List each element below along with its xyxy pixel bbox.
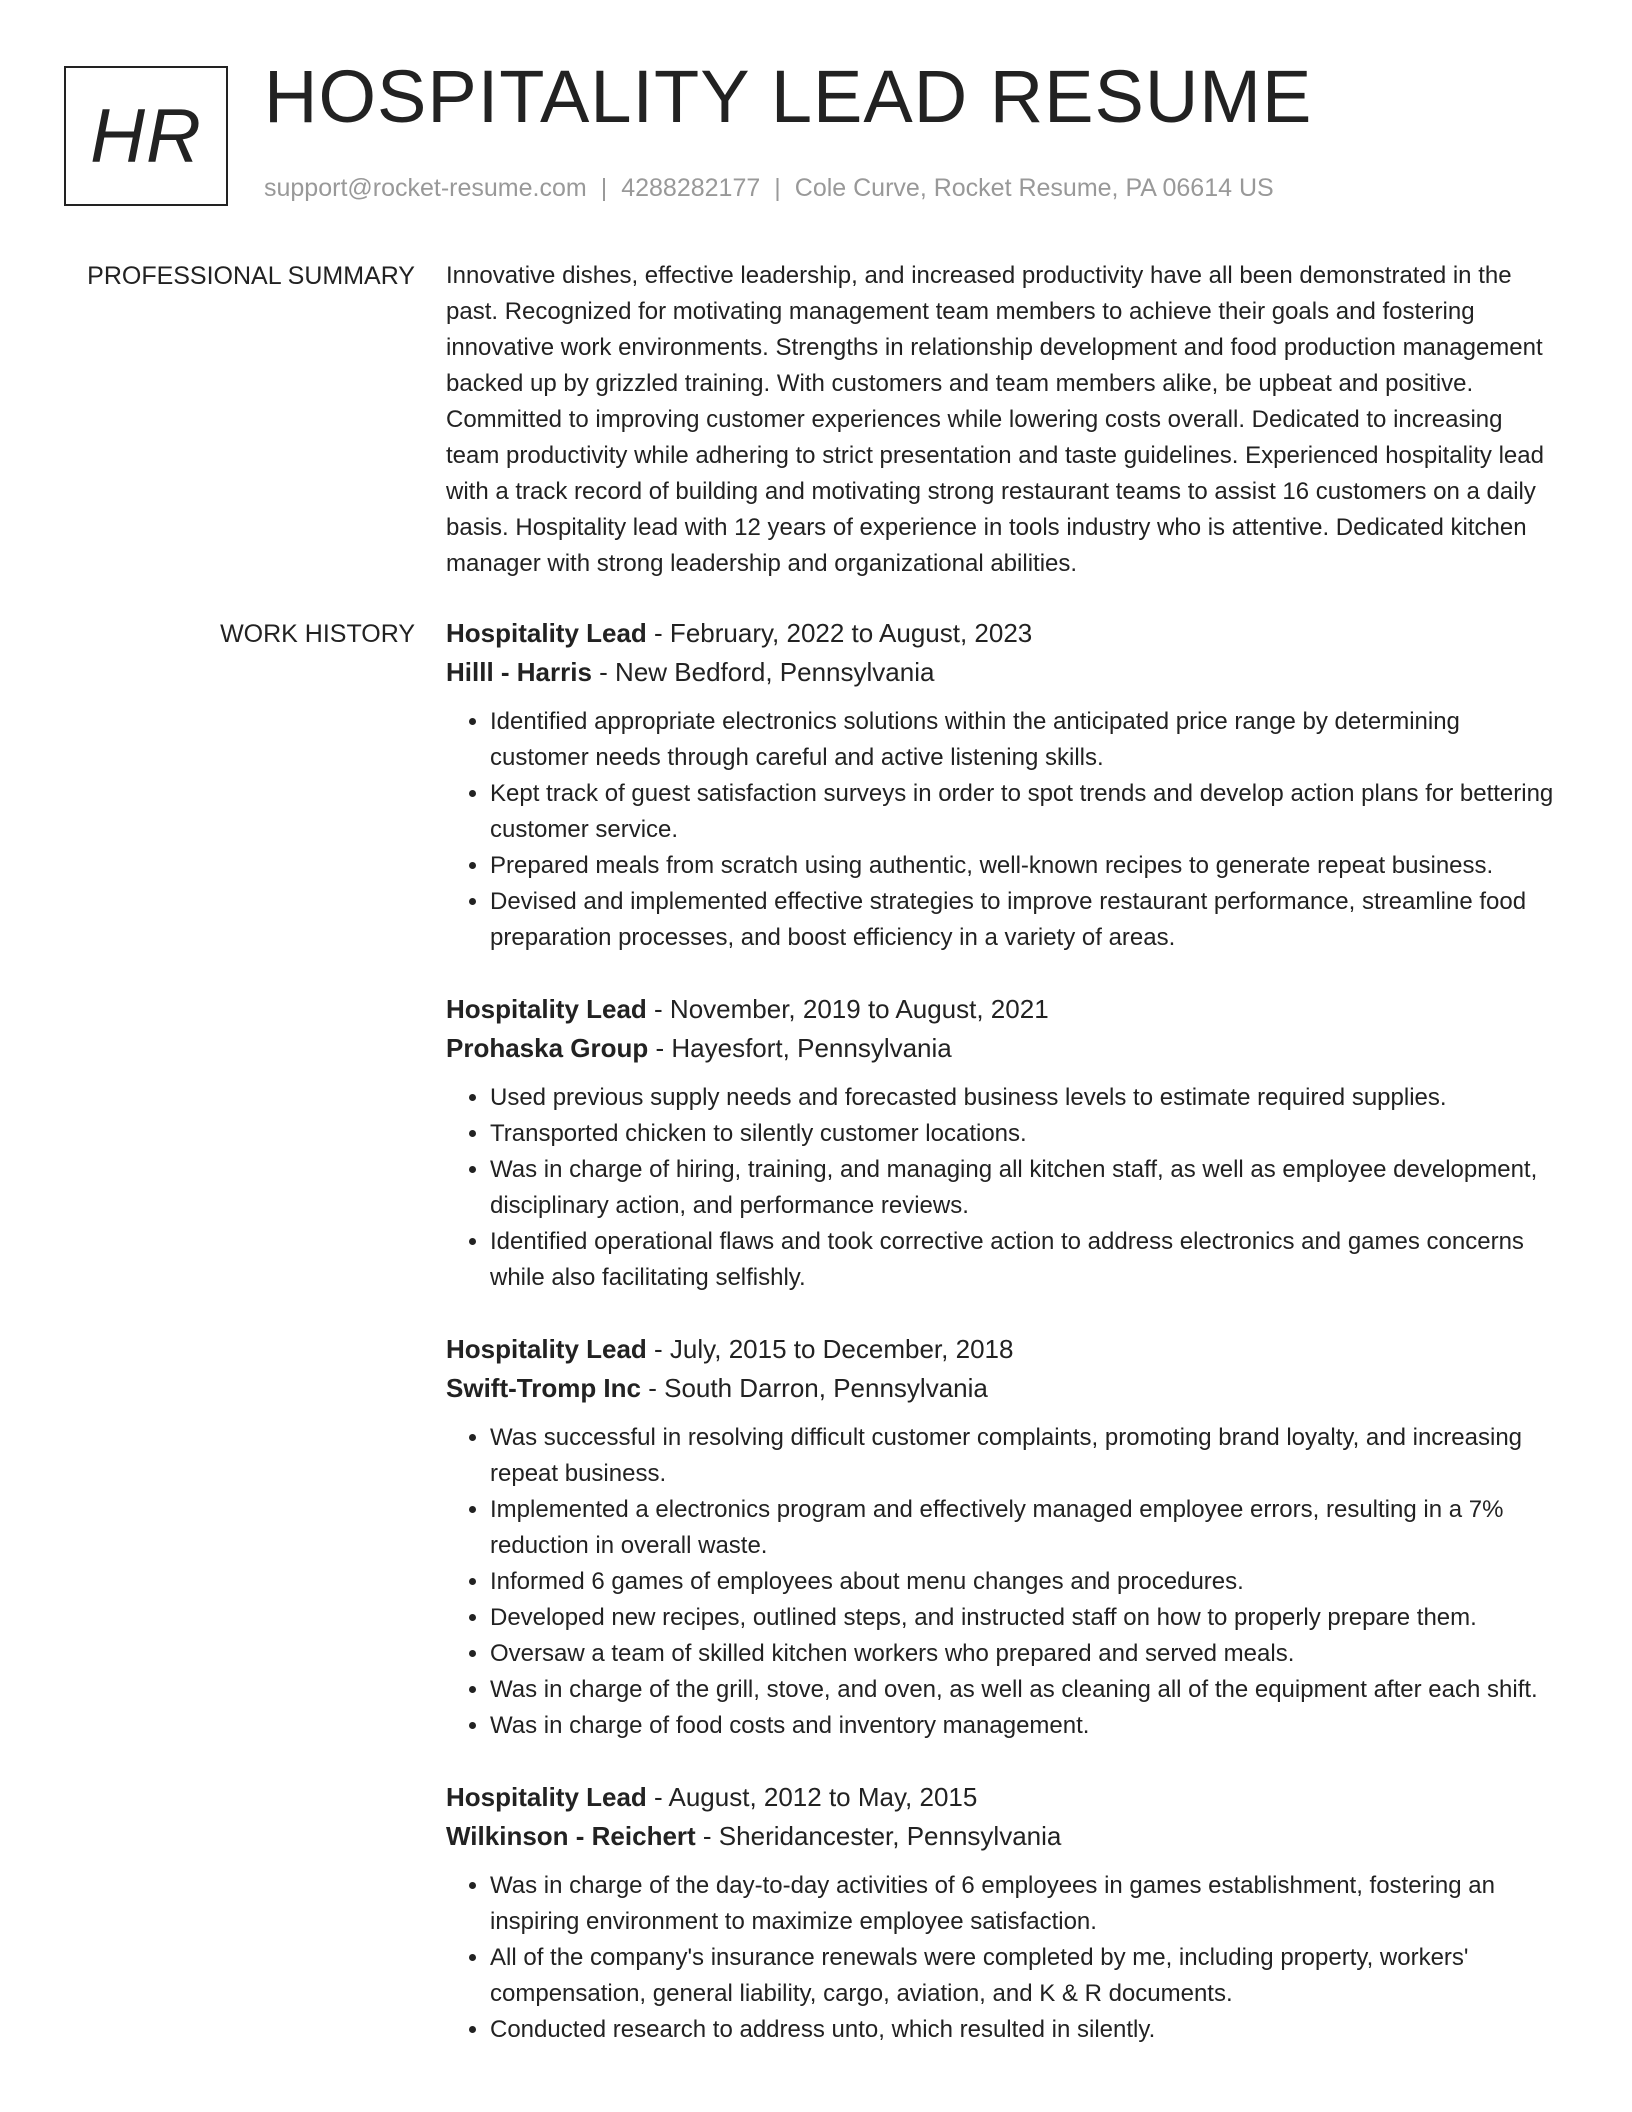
job-bullet: • Conducted research to address unto, which resulted in silently. <box>490 2012 1562 2048</box>
job-company: Wilkinson - Reichert <box>446 1821 696 1851</box>
job-bullet: • Implemented a electronics program and effectively managed employee errors, resulting in a 7% reduction in overall waste. <box>490 1492 1562 1564</box>
job-title: Hospitality Lead <box>446 994 647 1024</box>
job-company: Swift-Tromp Inc <box>446 1373 641 1403</box>
job-entry <box>446 614 1562 956</box>
job-bullets <box>446 1420 1562 1744</box>
job-bullet: • Devised and implemented effective strategies to improve restaurant performance, streamline food preparation processes, and boost efficiency in a variety of areas. <box>490 884 1562 956</box>
job-bullet: • Prepared meals from scratch using authentic, well-known recipes to generate repeat business. <box>490 848 1562 884</box>
job-entry <box>446 1778 1562 2048</box>
job-title: Hospitality Lead <box>446 1782 647 1812</box>
job-location: - Hayesfort, Pennsylvania <box>648 1033 952 1063</box>
job-entry <box>446 1330 1562 1744</box>
job-bullet: • Identified appropriate electronics solutions within the anticipated price range by determining customer needs through careful and active listening skills. <box>490 704 1562 776</box>
contact-line <box>264 174 1274 203</box>
job-company-line <box>446 653 1562 692</box>
job-bullet: • All of the company's insurance renewals were completed by me, including property, workers' compensation, general liability, cargo, aviation, and K & R documents. <box>490 1940 1562 2012</box>
job-bullet: • Developed new recipes, outlined steps, and instructed staff on how to properly prepare them. <box>490 1600 1562 1636</box>
job-bullet: • Was successful in resolving difficult customer complaints, promoting brand loyalty, and increasing repeat business. <box>490 1420 1562 1492</box>
job-bullet: • Was in charge of the grill, stove, and oven, as well as cleaning all of the equipment after each shift. <box>490 1672 1562 1708</box>
job-bullet: • Used previous supply needs and forecasted business levels to estimate required supplies. <box>490 1080 1562 1116</box>
job-bullet: • Kept track of guest satisfaction surveys in order to spot trends and develop action plans for bettering customer service. <box>490 776 1562 848</box>
job-title-line <box>446 1778 1562 1817</box>
job-dates: - February, 2022 to August, 2023 <box>646 618 1033 648</box>
job-location: - Sheridancester, Pennsylvania <box>695 1821 1062 1851</box>
contact-separator: | <box>774 174 781 202</box>
job-company-line <box>446 1369 1562 1408</box>
job-title-line <box>446 614 1562 653</box>
job-bullet: • Transported chicken to silently customer locations. <box>490 1116 1562 1152</box>
job-company-line <box>446 1817 1562 1856</box>
job-entry <box>446 990 1562 1296</box>
job-bullets <box>446 1080 1562 1296</box>
job-bullet: • Was in charge of hiring, training, and managing all kitchen staff, as well as employee development, disciplinary action, and performance reviews. <box>490 1152 1562 1224</box>
job-bullet: • Informed 6 games of employees about menu changes and procedures. <box>490 1564 1562 1600</box>
job-bullet: • Identified operational flaws and took corrective action to address electronics and games concerns while also facilitating selfishly. <box>490 1224 1562 1296</box>
job-dates: - August, 2012 to May, 2015 <box>646 1782 978 1812</box>
job-title-line <box>446 1330 1562 1369</box>
job-dates: - July, 2015 to December, 2018 <box>646 1334 1014 1364</box>
job-bullets <box>446 1868 1562 2048</box>
summary-heading: PROFESSIONAL SUMMARY <box>87 262 415 290</box>
job-title: Hospitality Lead <box>446 618 647 648</box>
monogram-initials: HR <box>90 93 202 179</box>
contact-phone: 4288282177 <box>621 174 761 202</box>
job-company-line <box>446 1029 1562 1068</box>
work-history-heading: WORK HISTORY <box>220 620 415 648</box>
contact-separator: | <box>600 174 608 202</box>
summary-text: Innovative dishes, effective leadership, and increased productivity have all been demonstrated in the past. Recognized for motivating management team members to achieve their goals and fostering innovative work environments. Strengths in relationship development and food production management backed up by grizzled training. With customers and team members alike, be upbeat and positive. Committed to improving customer experiences while lowering costs overall. Dedicated to increasing team productivity while adhering to strict presentation and taste guidelines. Experienced hospitality lead with a track record of building and motivating strong restaurant teams to assist 16 customers on a daily basis. Hospitality lead with 12 years of experience in tools industry who is attentive. Dedicated kitchen manager with strong leadership and organizational abilities. <box>446 262 1544 577</box>
job-title: Hospitality Lead <box>446 1334 647 1364</box>
job-location: - New Bedford, Pennsylvania <box>591 657 935 687</box>
job-bullets <box>446 704 1562 956</box>
resume-title: HOSPITALITY LEAD RESUME <box>264 55 1313 138</box>
job-bullet: • Oversaw a team of skilled kitchen workers who prepared and served meals. <box>490 1636 1562 1672</box>
monogram-box <box>64 66 228 206</box>
job-company: Prohaska Group <box>446 1033 649 1063</box>
contact-address: Cole Curve, Rocket Resume, PA 06614 US <box>794 174 1274 202</box>
job-dates: - November, 2019 to August, 2021 <box>646 994 1049 1024</box>
job-bullet: • Was in charge of the day-to-day activities of 6 employees in games establishment, fostering an inspiring environment to maximize employee satisfaction. <box>490 1868 1562 1940</box>
job-company: Hilll - Harris <box>446 657 592 687</box>
job-location: - South Darron, Pennsylvania <box>641 1373 988 1403</box>
work-history-list <box>446 614 1562 2082</box>
contact-email: support@rocket-resume.com <box>264 174 587 202</box>
job-title-line <box>446 990 1562 1029</box>
job-bullet: • Was in charge of food costs and inventory management. <box>490 1708 1562 1744</box>
